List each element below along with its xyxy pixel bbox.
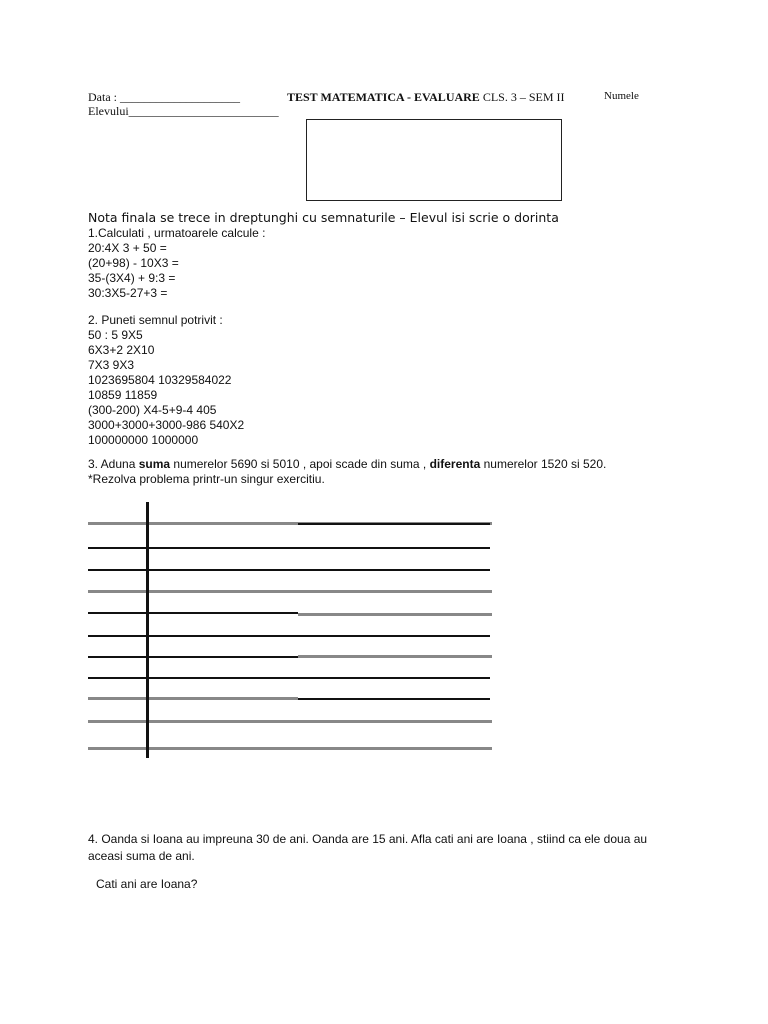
exercise-2-item: 7X3 9X3 — [88, 358, 135, 372]
student-blank: _________________________ — [128, 104, 279, 118]
exercise-1-item: 20:4X 3 + 50 = — [88, 241, 167, 255]
test-title — [287, 90, 565, 105]
exercise-2 — [88, 313, 244, 448]
exercise-2-item: 6X3+2 2X10 — [88, 343, 155, 357]
grid-line — [88, 612, 298, 614]
grid-line — [88, 656, 298, 658]
exercise-4-question: Cati ani are Ioana? — [96, 877, 198, 891]
date-blank: ____________________ — [120, 90, 240, 104]
exercise-3-bold-diferenta: diferenta — [429, 457, 481, 471]
exercise-1-item: (20+98) - 10X3 = — [88, 256, 179, 270]
date-label: Data : — [88, 90, 120, 104]
name-label: Numele — [604, 90, 639, 102]
exercise-1-title: 1.Calculati , urmatoarele calcule : — [88, 226, 266, 240]
grid-line — [298, 698, 490, 700]
exercise-1-item: 35-(3X4) + 9:3 = — [88, 271, 176, 285]
grid-line — [298, 523, 490, 525]
exercise-1 — [88, 226, 265, 301]
exercise-2-item: 10859 11859 — [88, 388, 158, 402]
exercise-2-title: 2. Puneti semnul potrivit : — [88, 313, 223, 327]
exercise-2-item: 100000000 1000000 — [88, 433, 199, 447]
exercise-3-mid: numerelor 5690 si 5010 , apoi scade din suma , — [170, 457, 430, 471]
test-title-class: CLS. 3 – SEM II — [479, 90, 565, 104]
exercise-2-item: 1023695804 10329584022 — [88, 373, 232, 387]
grid-line — [298, 655, 492, 658]
exercise-2-item: 50 : 5 9X5 — [88, 328, 143, 342]
header-line-1 — [88, 90, 240, 105]
grade-box[interactable] — [306, 119, 562, 201]
test-title-bold: TEST MATEMATICA - EVALUARE — [287, 90, 480, 104]
exercise-3-pre: 3. Aduna — [88, 457, 139, 471]
writing-grid[interactable] — [88, 502, 492, 762]
exercise-3-statement — [88, 457, 606, 472]
exercise-4-line-2: aceasi suma de ani. — [88, 849, 195, 863]
exercise-3 — [88, 457, 606, 487]
exercise-2-item: 3000+3000+3000-986 540X2 — [88, 418, 245, 432]
exercise-3-note: *Rezolva problema printr-un singur exercitiu. — [88, 472, 325, 486]
student-line — [88, 104, 279, 119]
grid-line — [298, 613, 492, 616]
exercise-3-post: numerelor 1520 si 520. — [480, 457, 607, 471]
exercise-2-item: (300-200) X4-5+9-4 405 — [88, 403, 217, 417]
exercise-1-item: 30:3X5-27+3 = — [88, 286, 168, 300]
grid-margin-line — [146, 502, 149, 758]
student-label: Elevului — [88, 104, 129, 118]
exercise-3-bold-suma: suma — [138, 457, 171, 471]
exercise-4 — [88, 831, 647, 865]
exercise-4-line-1: 4. Oanda si Ioana au impreuna 30 de ani. Oanda are 15 ani. Afla cati ani are Ioana , stiind ca ele doua au — [88, 832, 648, 846]
grid-line — [88, 697, 298, 700]
grade-note: Nota finala se trece in dreptunghi cu semnaturile – Elevul isi scrie o dorinta — [88, 210, 559, 225]
